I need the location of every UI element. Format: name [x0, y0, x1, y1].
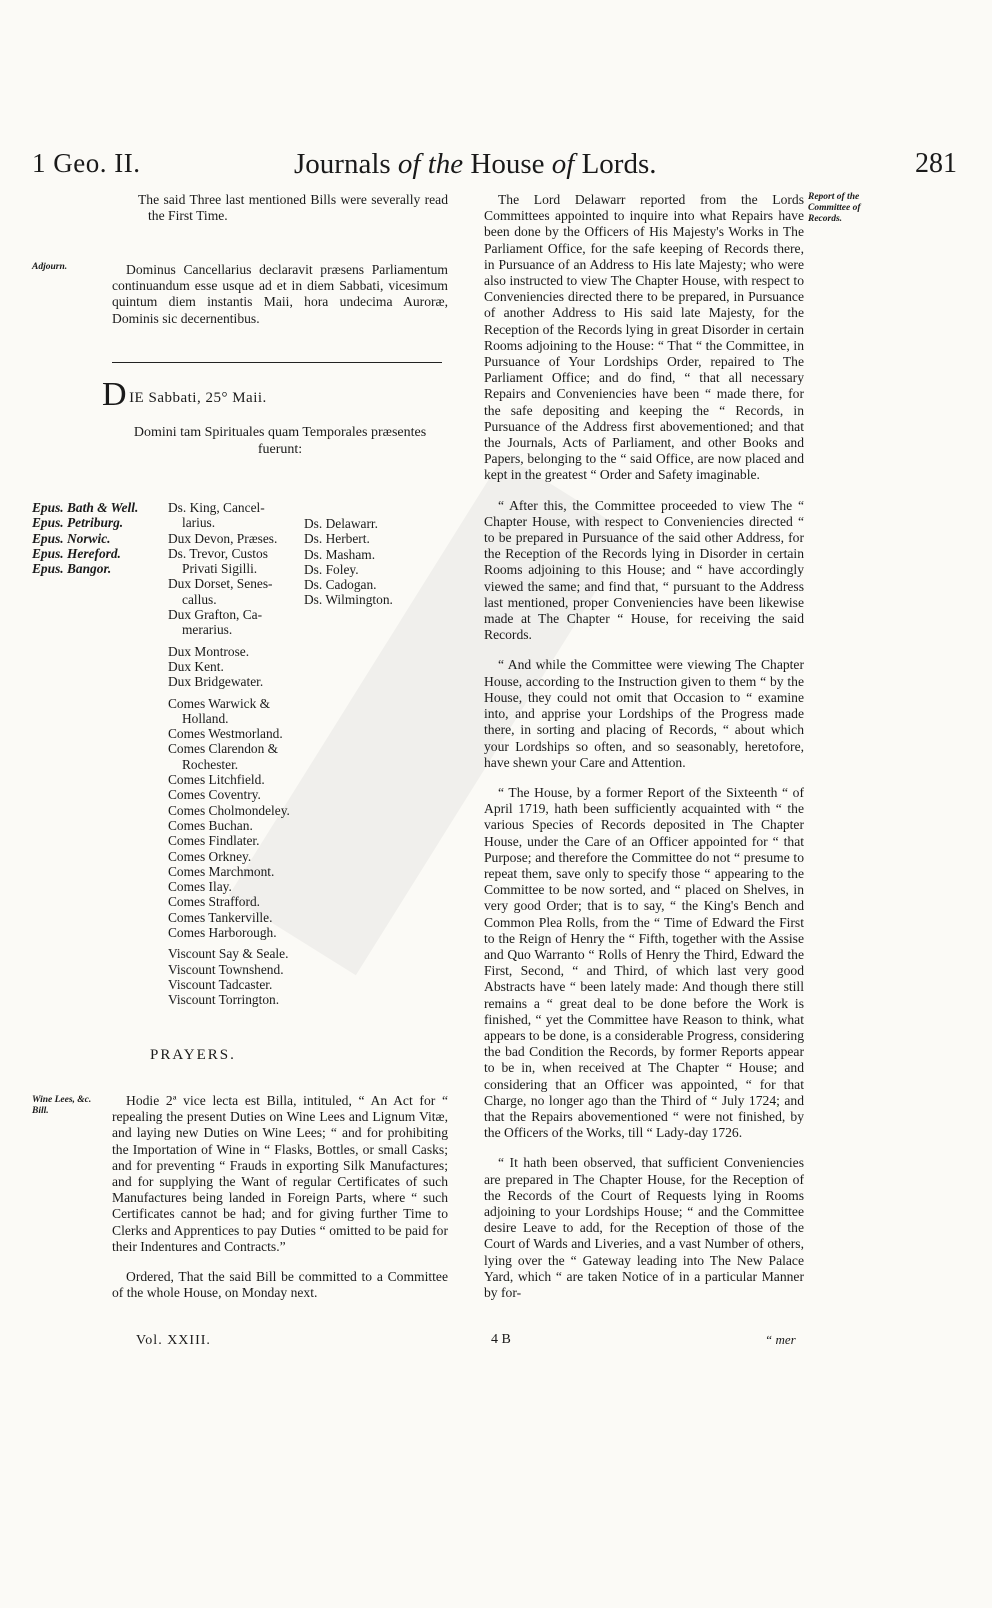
lord-entry: Comes Litchfield. [168, 772, 265, 788]
lord-entry: Viscount Townshend. [168, 961, 284, 977]
lord-entry: Comes Marchmont. [168, 863, 275, 879]
bishop-entry: Epus. Hereford. [32, 545, 121, 561]
lord-entry: Ds. Foley. [304, 561, 359, 577]
lord-entry: Dux Devon, Præses. [168, 530, 278, 546]
lords-list-barons [304, 516, 393, 608]
lord-entry: Privati Sigilli. [182, 561, 258, 577]
lord-entry: Ds. Trevor, Custos [168, 545, 268, 561]
report-paragraph-4: “ The House, by a former Report of the Sixteenth “ of April 1719, hath been sufficiently acquainted with “ the various Species of Records deposited in The Chapter House, under the Care of an Officer appointed for “ that Purpose; and therefore the Committee do not “ presume to repeat them, save only to specify those “ appearing to the Committee to be now sorted, and “ placed on Shelves, in very good Order; that is to say, “ the King's Bench and Common Plea Rolls, from the “ Time of Edward the First to the Reign of Henry the “ Fifth, together with the Assise and Quo Warranto “ Rolls of Henry the Third, Edward the First, Second, “ and Third, of which last very good Abstracts have “ been lately made: And though there still remains a “ great deal to be done before the Work is finished, “ yet the Committee have Reason to think, what appears to be done, is a considerable Progress, considering the bad Condition the Records, by former Reports appear to be in, when received at The Chapter “ House; and considering that an Officer was appointed, “ for that Charge, no longer ago than the Third of “ July 1724; and that the Repairs abovementioned “ were not finished, by the Officers of the Works, till “ Lady-day 1726. [484, 784, 804, 1141]
margin-adjourn: Adjourn. [32, 262, 68, 272]
lord-entry: Ds. Cadogan. [304, 577, 377, 593]
bishop-entry: Epus. Petriburg. [32, 515, 124, 531]
lord-entry: Comes Cholmondeley. [168, 802, 290, 818]
lord-entry: Dux Montrose. [168, 643, 250, 659]
lord-entry: Comes Harborough. [168, 925, 277, 941]
lord-entry: Comes Warwick & [168, 695, 271, 711]
domini-line: Domini tam Spirituales quam Temporales præsentes fuerunt: [133, 425, 427, 457]
right-column [484, 192, 804, 1301]
lord-entry: Comes Clarendon & [168, 741, 279, 757]
section-rule [112, 362, 442, 363]
adjourn-paragraph: Dominus Cancellarius declaravit præsens Parliamentum continuandum esse usque ad et in diem Sabbati, vicesimum quintum diem instantis Maii, hora undecima Auroræ, Dominis sic decernentibus. [112, 262, 448, 326]
prayers-heading: PRAYERS. [150, 1047, 236, 1063]
lord-entry: Comes Ilay. [168, 879, 232, 895]
lord-entry: Dux Grafton, Ca- [168, 607, 263, 623]
day-heading: D IE Sabbati, 25° Maii. [102, 376, 267, 413]
ordered-paragraph: Ordered, That the said Bill be committed to a Committee of the whole House, on Monday next. [112, 1269, 448, 1301]
lord-entry: Viscount Tadcaster. [168, 976, 273, 992]
lord-entry: callus. [182, 591, 217, 607]
lord-entry: merarius. [182, 622, 233, 638]
report-paragraph-2: “ After this, the Committee proceeded to view The “ Chapter House, with respect to Conveniencies directed “ to be prepared in Pursuance of the said other Address, for the Reception of the Records lying in Disorder in certain Rooms adjoining to this House; and “ have accordingly viewed the same; and find that, “ pursuant to the Address last mentioned, proper Conveniencies have been likewise made at The Chapter “ House, for receiving the said Records. [484, 497, 804, 643]
lord-entry: Comes Findlater. [168, 833, 260, 849]
bishop-entry: Epus. Bangor. [32, 561, 112, 577]
page-number: 281 [915, 148, 957, 179]
left-column [112, 192, 448, 224]
wine-bill-paragraph: Hodie 2ª vice lecta est Billa, intituled, “ An Act for “ repealing the present Duties on Wine Lees and Lignum Vitæ, and laying new Duties on Wine Lees; “ and for prohibiting the Importation of Wine in “ Flasks, Bottles, or small Casks; and for preventing “ Frauds in exporting Silk Manufactures; and for supplying the Want of regular Certificates of such Manufactures being landed in Foreign Parts, where “ such Certificates cannot be had; and for giving further Time to Clerks and Apprentices to pay Duties “ omitted to be paid for their Indentures and Contracts.” Ordered, That the said Bill be committed to a Committee of the whole House, on Monday next. [112, 1093, 448, 1301]
report-paragraph-3: “ And while the Committee were viewing The Chapter House, according to the Instruction given to them “ by the House, they could not omit that Occasion to “ examine into, and apprise your Lordships of the Progress made there, in sorting and placing of Records, “ about which your Lordships so often, and so seasonably, heretofore, have shewn your Care and Attention. [484, 657, 804, 770]
lord-entry: Ds. King, Cancel- [168, 500, 265, 515]
lord-entry: Comes Coventry. [168, 787, 261, 803]
lord-entry: larius. [182, 515, 216, 531]
lord-entry: Comes Tankerville. [168, 909, 273, 925]
lord-entry: Holland. [182, 710, 229, 726]
lord-entry: Dux Bridgewater. [168, 674, 264, 690]
bills-read: The said Three last mentioned Bills were severally read the First Time. [138, 192, 448, 224]
lord-entry: Rochester. [182, 756, 239, 772]
margin-wine-bill: Wine Lees, &c. Bill. [32, 1095, 92, 1116]
lord-entry: Ds. Delawarr. [304, 516, 378, 531]
lord-entry: Dux Dorset, Senes- [168, 576, 273, 592]
lord-entry: Ds. Herbert. [304, 531, 370, 547]
lord-entry: Comes Strafford. [168, 894, 260, 910]
page-header [32, 148, 957, 188]
lord-entry: Ds. Wilmington. [304, 592, 393, 608]
volume-number: Vol. XXIII. [136, 1333, 211, 1348]
report-paragraph-1: The Lord Delawarr reported from the Lords Committees appointed to inquire into what Repairs have been done by the Officers of His Majesty's Works in The Parliament Office, for the safe keeping of Records there, in Pursuance of an Address to His late Majesty; who were also instructed to view The Chapter House, with respect to Conveniencies directed there to be prepared, in Pursuance of another Address to His said late Majesty, for the Reception of the Records lying in great Disorder in certain Rooms adjoining to the House: “ That “ the Committee, in Pursuance of Your Lordships Order, repaired to The Parliament Office; and do find, “ that all necessary Repairs and Conveniencies have been “ made there, for the safe depositing and keeping the “ Records, in Pursuance of the Address first abovementioned; and that the Journals, Acts of Parliament, and other Books and Papers, belonging to the “ said Office, are now placed and kept in the greatest “ Order and Safety imaginable. [484, 192, 804, 483]
signature-mark: 4 B [491, 1332, 511, 1347]
lord-entry: Viscount Torrington. [168, 992, 280, 1008]
regnal-year: 1 Geo. II. [32, 148, 141, 178]
bishop-entry: Epus. Norwic. [32, 530, 111, 546]
bishop-entry: Epus. Bath & Well. [32, 500, 139, 515]
lord-entry: Viscount Say & Seale. [168, 946, 289, 962]
lord-entry: Comes Buchan. [168, 817, 253, 833]
lord-entry: Comes Westmorland. [168, 726, 283, 742]
lord-entry: Ds. Masham. [304, 546, 376, 562]
journal-title: Journals of the House of Lords. [294, 148, 657, 180]
lord-entry: Dux Kent. [168, 658, 224, 674]
catchword: “ mer [765, 1332, 796, 1347]
report-paragraph-5: “ It hath been observed, that sufficient Conveniencies are prepared in The Chapter House, for the Reception of the Records of the Court of Requests lying in Rooms adjoining to your Lordships House; “ and the Committee desire Leave to add, for the Reception of those of the Court of Wards and Liveries, and a vast Number of others, lying over the “ Gateway leading into The New Palace Yard, which “ are taken Notice of in a particular Manner by for- [484, 1155, 804, 1300]
lord-entry: Comes Orkney. [168, 848, 252, 864]
lords-list-main [168, 500, 290, 1008]
bishops-list [32, 500, 138, 576]
margin-report: Report of the Committee of Records. [808, 192, 861, 224]
